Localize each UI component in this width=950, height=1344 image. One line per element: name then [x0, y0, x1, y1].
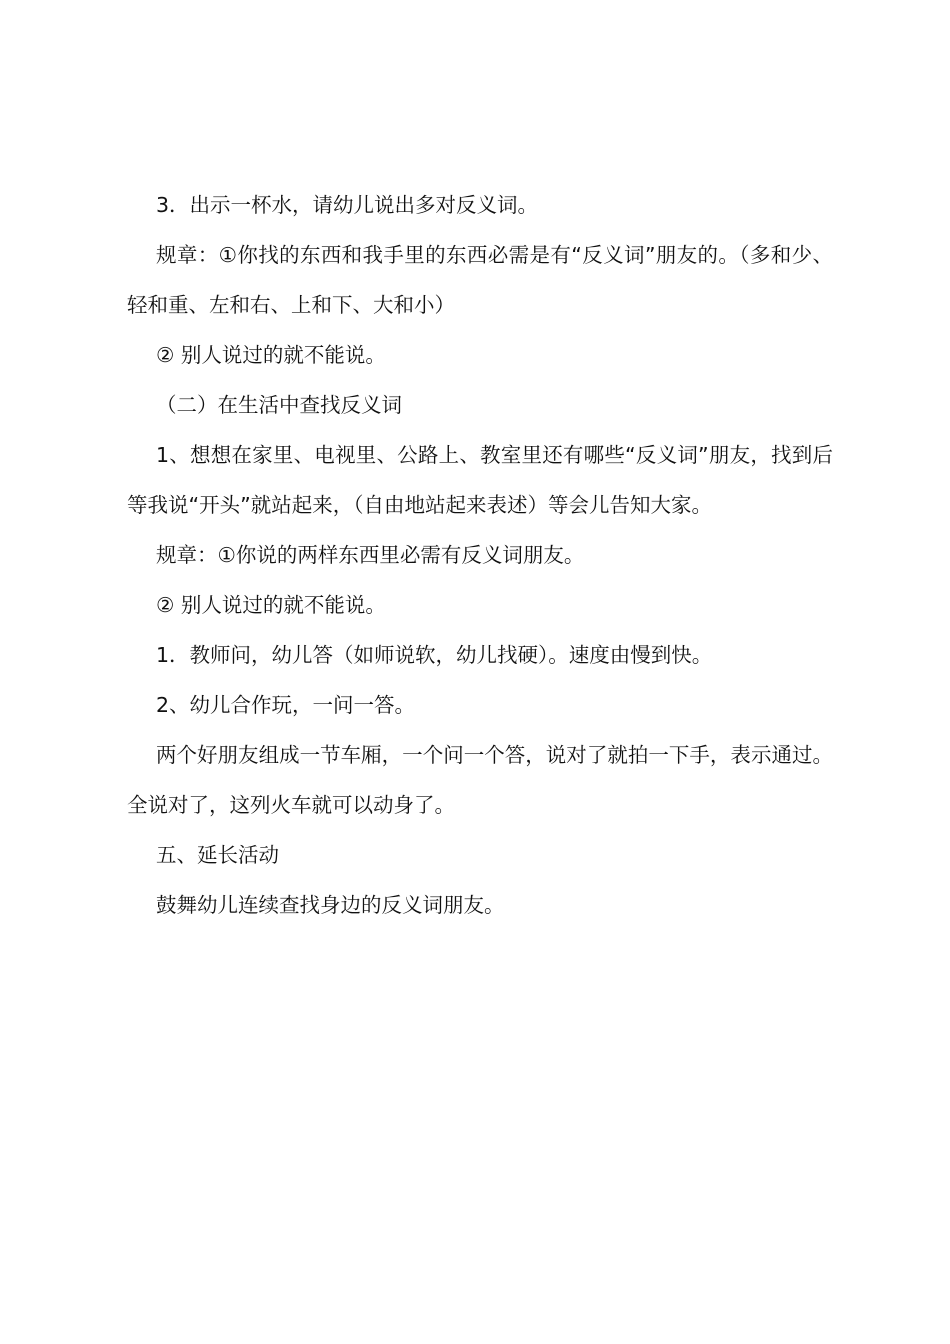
- section-heading-life: （二）在生活中查找反义词: [156, 393, 402, 417]
- paragraph-rule-4: ② 别人说过的就不能说。: [156, 593, 386, 617]
- document-body: [127, 180, 833, 930]
- paragraph-show-water: 3．出示一杯水，请幼儿说出多对反义词。: [156, 193, 539, 217]
- paragraph-teacher-asks: 1．教师问，幼儿答（如师说软，幼儿找硬）。速度由慢到快。: [156, 643, 713, 667]
- paragraph-rule-3: 规章：①你说的两样东西里必需有反义词朋友。: [156, 543, 585, 567]
- paragraph-cooperate: 2、幼儿合作玩，一问一答。: [156, 693, 416, 717]
- section-heading-extension: 五、延长活动: [156, 843, 279, 867]
- paragraph-rule-2: ② 别人说过的就不能说。: [156, 343, 386, 367]
- paragraph-think: 1、想想在家里、电视里、公路上、教室里还有哪些“反义词”朋友，找到后等我说“开头”就站起来，（自由地站起来表述）等会儿告知大家。: [127, 443, 833, 517]
- paragraph-rule-1: 规章：①你找的东西和我手里的东西必需是有“反义词”朋友的。（多和少、轻和重、左和右、上和下、大和小）: [127, 243, 833, 317]
- paragraph-encourage: 鼓舞幼儿连续查找身边的反义词朋友。: [156, 893, 505, 917]
- paragraph-train-game: 两个好朋友组成一节车厢，一个问一个答，说对了就拍一下手，表示通过。全说对了，这列火车就可以动身了。: [127, 743, 833, 817]
